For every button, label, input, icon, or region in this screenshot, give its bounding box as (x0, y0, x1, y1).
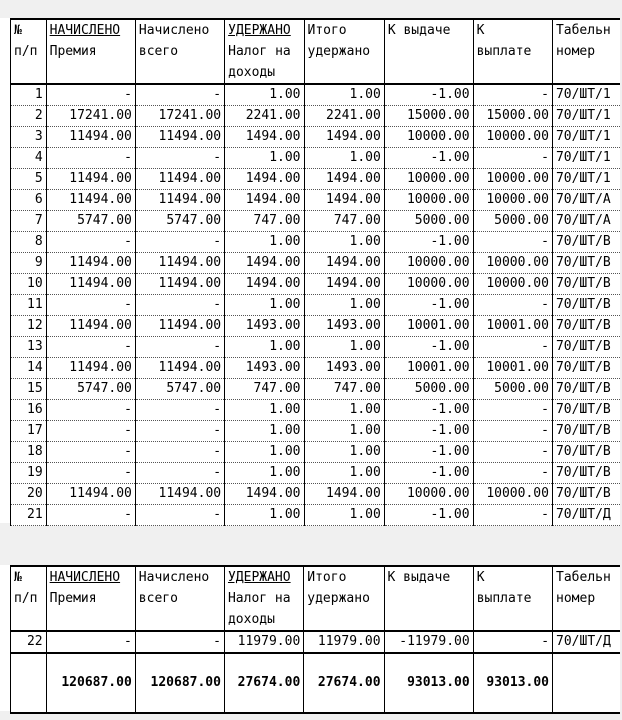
cell-tabel: 70/ШТ/В (552, 463, 622, 484)
cell-itogo: 1494.00 (304, 484, 384, 505)
column-header-nalog (224, 566, 303, 631)
cell-kvyplate: - (473, 421, 552, 442)
cell-premia: 11494.00 (46, 358, 135, 379)
cell-itogo: 747.00 (304, 211, 384, 232)
cell-tabel: 70/ШТ/В (552, 295, 622, 316)
cell-kvyplate: - (473, 463, 552, 484)
cell-n: 10 (11, 274, 47, 295)
header-line: Премия (49, 591, 97, 606)
cell-kvydache: -11979.00 (384, 631, 473, 653)
cell-n: 8 (11, 232, 47, 253)
header-line: Табельн (555, 23, 611, 38)
cell-nalog: 1.00 (225, 337, 304, 358)
header-line: Начислено (138, 570, 210, 585)
header-line: Налог на (227, 591, 291, 606)
header-row (11, 19, 622, 84)
cell-tabel: 70/ШТ/В (552, 379, 622, 400)
total-itogo: 27674.00 (304, 653, 384, 713)
column-header-premia (46, 19, 135, 84)
header-line: номер (555, 44, 596, 59)
cell-premia: - (46, 400, 135, 421)
cell-vsego: - (135, 232, 224, 253)
header-line: НАЧИСЛЕНО (49, 570, 121, 585)
header-line: выплате (476, 591, 532, 606)
header-row (11, 566, 622, 631)
cell-premia: - (46, 148, 135, 169)
cell-kvydache: 10001.00 (384, 316, 473, 337)
cell-itogo: 1.00 (304, 84, 384, 106)
cell-nalog: 1.00 (225, 295, 304, 316)
cell-vsego: 11494.00 (135, 253, 224, 274)
total-kvyplate: 93013.00 (473, 653, 552, 713)
cell-nalog: 747.00 (225, 211, 304, 232)
total-premia: 120687.00 (46, 653, 135, 713)
cell-vsego: 11494.00 (135, 169, 224, 190)
cell-kvydache: -1.00 (384, 421, 473, 442)
table-row (11, 400, 622, 421)
cell-nalog: 1.00 (225, 505, 304, 526)
header-line: УДЕРЖАНО (228, 23, 291, 38)
cell-vsego: 11494.00 (135, 316, 224, 337)
cell-kvydache: 5000.00 (384, 211, 473, 232)
column-header-kvyplate (473, 19, 552, 84)
cell-n: 4 (11, 148, 47, 169)
table-row (11, 232, 622, 253)
cell-itogo: 1494.00 (304, 274, 384, 295)
cell-itogo: 2241.00 (304, 106, 384, 127)
cell-n: 6 (11, 190, 47, 211)
cell-n: 9 (11, 253, 47, 274)
cell-tabel: 70/ШТ/1 (552, 84, 622, 106)
cell-kvydache: -1.00 (384, 232, 473, 253)
cell-n: 16 (11, 400, 47, 421)
cell-nalog: 1.00 (225, 400, 304, 421)
cell-kvyplate: 10001.00 (473, 358, 552, 379)
header-line: НАЧИСЛЕНО (49, 23, 121, 38)
header-line: Табельн (556, 570, 611, 585)
cell-itogo: 1.00 (304, 505, 384, 526)
table-row (11, 84, 622, 106)
cell-premia: - (46, 463, 135, 484)
cell-itogo: 1494.00 (304, 190, 384, 211)
cell-nalog: 1494.00 (225, 253, 304, 274)
cell-kvyplate: - (473, 295, 552, 316)
cell-nalog: 1494.00 (225, 127, 304, 148)
cell-premia: - (46, 421, 135, 442)
cell-kvydache: -1.00 (384, 442, 473, 463)
cell-nalog: 1493.00 (225, 316, 304, 337)
column-header-tabel (552, 19, 622, 84)
cell-kvydache: -1.00 (384, 400, 473, 421)
cell-vsego: 11494.00 (135, 358, 224, 379)
cell-kvyplate: - (473, 400, 552, 421)
cell-kvyplate: - (473, 505, 552, 526)
cell-tabel: 70/ШТ/В (552, 316, 622, 337)
cell-kvyplate: 10000.00 (473, 484, 552, 505)
column-header-vsego (135, 19, 224, 84)
cell-vsego: - (135, 442, 224, 463)
cell-kvyplate: 10000.00 (473, 169, 552, 190)
column-header-num (11, 566, 47, 631)
total-vsego: 120687.00 (135, 653, 224, 713)
cell-premia: - (46, 505, 135, 526)
cell-kvydache: 10000.00 (384, 127, 473, 148)
header-line: доходы (227, 612, 275, 627)
cell-tabel: 70/ШТ/В (552, 253, 622, 274)
cell-tabel: 70/ШТ/В (552, 400, 622, 421)
header-line: удержано (307, 591, 370, 606)
cell-premia: 11494.00 (46, 190, 135, 211)
cell-vsego: - (135, 148, 224, 169)
cell-kvydache: 10000.00 (384, 190, 473, 211)
cell-premia: 11494.00 (46, 484, 135, 505)
header-line: номер (556, 591, 596, 606)
cell-itogo: 1494.00 (304, 169, 384, 190)
cell-premia: 11494.00 (46, 169, 135, 190)
column-header-itogo (304, 566, 384, 631)
cell-kvyplate: - (473, 232, 552, 253)
cell-kvyplate: - (473, 442, 552, 463)
cell-vsego: 11494.00 (135, 190, 224, 211)
header-line: № (14, 23, 22, 38)
cell-vsego: - (135, 631, 224, 653)
table-row (11, 148, 622, 169)
header-line: Итого (307, 23, 347, 38)
header-line: № (14, 570, 22, 585)
cell-tabel: 70/ШТ/1 (552, 127, 622, 148)
column-header-nalog (225, 19, 304, 84)
table-row (11, 442, 622, 463)
cell-itogo: 1.00 (304, 400, 384, 421)
header-line: выплате (476, 44, 532, 59)
cell-itogo: 1.00 (304, 295, 384, 316)
cell-vsego: - (135, 400, 224, 421)
cell-nalog: 1493.00 (225, 358, 304, 379)
cell-premia: 11494.00 (46, 253, 135, 274)
cell-nalog: 11979.00 (224, 631, 303, 653)
cell-itogo: 747.00 (304, 379, 384, 400)
total-tabel (553, 653, 622, 713)
cell-n: 14 (11, 358, 47, 379)
table-row (11, 169, 622, 190)
cell-kvyplate: 5000.00 (473, 211, 552, 232)
cell-premia: - (46, 631, 135, 653)
header-line: всего (138, 44, 179, 59)
cell-premia: - (46, 337, 135, 358)
cell-vsego: 17241.00 (135, 106, 224, 127)
cell-kvyplate: 10000.00 (473, 190, 552, 211)
cell-kvyplate: 10001.00 (473, 316, 552, 337)
cell-itogo: 1.00 (304, 463, 384, 484)
cell-kvyplate: 5000.00 (473, 379, 552, 400)
cell-itogo: 1.00 (304, 442, 384, 463)
cell-n: 20 (11, 484, 47, 505)
cell-tabel: 70/ШТ/А (552, 211, 622, 232)
cell-n: 17 (11, 421, 47, 442)
cell-vsego: - (135, 295, 224, 316)
cell-itogo: 1494.00 (304, 127, 384, 148)
cell-tabel: 70/ШТ/А (552, 190, 622, 211)
table-row (11, 127, 622, 148)
cell-tabel: 70/ШТ/В (552, 274, 622, 295)
cell-kvydache: 10000.00 (384, 484, 473, 505)
table-row (11, 463, 622, 484)
cell-kvydache: -1.00 (384, 337, 473, 358)
cell-itogo: 1.00 (304, 337, 384, 358)
total-nalog: 27674.00 (224, 653, 303, 713)
cell-nalog: 1494.00 (225, 169, 304, 190)
cell-vsego: - (135, 463, 224, 484)
cell-premia: 5747.00 (46, 379, 135, 400)
cell-n: 22 (11, 631, 47, 653)
table-row (11, 316, 622, 337)
column-header-kvydache (384, 19, 473, 84)
header-line: К выдаче (387, 23, 451, 38)
header-line: Итого (307, 570, 347, 585)
cell-nalog: 1494.00 (225, 190, 304, 211)
cell-premia: - (46, 84, 135, 106)
cell-itogo: 1.00 (304, 421, 384, 442)
header-line: п/п (14, 44, 38, 59)
table-row (11, 631, 622, 653)
cell-itogo: 1.00 (304, 148, 384, 169)
header-line: К выдаче (387, 570, 451, 585)
column-header-tabel (553, 566, 622, 631)
payroll-table-page-1 (10, 18, 622, 526)
cell-vsego: 5747.00 (135, 379, 224, 400)
cell-premia: - (46, 295, 135, 316)
cell-n: 13 (11, 337, 47, 358)
header-line: Налог на (228, 44, 291, 59)
cell-kvyplate: 10000.00 (473, 274, 552, 295)
cell-premia: 11494.00 (46, 127, 135, 148)
cell-vsego: - (135, 505, 224, 526)
cell-tabel: 70/ШТ/В (552, 421, 622, 442)
table-row (11, 211, 622, 232)
header-line: всего (138, 591, 178, 606)
cell-kvyplate: 10000.00 (473, 127, 552, 148)
header-line: Начислено (138, 23, 210, 38)
cell-kvyplate: - (473, 84, 552, 106)
cell-vsego: 11494.00 (135, 127, 224, 148)
column-header-num (11, 19, 47, 84)
total-row (11, 653, 622, 713)
cell-kvydache: 5000.00 (384, 379, 473, 400)
table-row (11, 505, 622, 526)
cell-tabel: 70/ШТ/В (552, 442, 622, 463)
cell-kvydache: 10001.00 (384, 358, 473, 379)
cell-vsego: 11494.00 (135, 274, 224, 295)
cell-vsego: - (135, 337, 224, 358)
cell-nalog: 1494.00 (225, 274, 304, 295)
cell-vsego: 5747.00 (135, 211, 224, 232)
cell-nalog: 2241.00 (225, 106, 304, 127)
cell-n: 2 (11, 106, 47, 127)
header-line: УДЕРЖАНО (227, 570, 291, 585)
table-row (11, 253, 622, 274)
cell-n: 21 (11, 505, 47, 526)
cell-premia: - (46, 442, 135, 463)
cell-kvyplate: 15000.00 (473, 106, 552, 127)
page-gap (0, 523, 622, 565)
cell-n: 7 (11, 211, 47, 232)
header-line: доходы (228, 65, 276, 80)
cell-kvydache: 10000.00 (384, 169, 473, 190)
cell-kvydache: -1.00 (384, 463, 473, 484)
cell-tabel: 70/ШТ/Д (553, 631, 622, 653)
cell-nalog: 1494.00 (225, 484, 304, 505)
table-row (11, 484, 622, 505)
header-line: Премия (49, 44, 97, 59)
cell-n: 18 (11, 442, 47, 463)
cell-vsego: - (135, 84, 224, 106)
cell-nalog: 1.00 (225, 421, 304, 442)
cell-tabel: 70/ШТ/1 (552, 148, 622, 169)
cell-itogo: 1493.00 (304, 316, 384, 337)
cell-kvydache: 15000.00 (384, 106, 473, 127)
column-header-kvyplate (473, 566, 552, 631)
column-header-premia (46, 566, 135, 631)
cell-n: 3 (11, 127, 47, 148)
cell-kvyplate: - (473, 631, 552, 653)
column-header-vsego (135, 566, 224, 631)
table-row (11, 358, 622, 379)
cell-premia: 17241.00 (46, 106, 135, 127)
cell-tabel: 70/ШТ/В (552, 232, 622, 253)
cell-n: 11 (11, 295, 47, 316)
cell-kvydache: -1.00 (384, 505, 473, 526)
cell-nalog: 1.00 (225, 232, 304, 253)
cell-nalog: 1.00 (225, 84, 304, 106)
cell-kvydache: -1.00 (384, 84, 473, 106)
cell-premia: 11494.00 (46, 316, 135, 337)
cell-nalog: 747.00 (225, 379, 304, 400)
cell-itogo: 1.00 (304, 232, 384, 253)
total-kvydache: 93013.00 (384, 653, 473, 713)
table-row (11, 106, 622, 127)
cell-tabel: 70/ШТ/Д (552, 505, 622, 526)
cell-tabel: 70/ШТ/1 (552, 106, 622, 127)
table-row (11, 379, 622, 400)
cell-premia: 11494.00 (46, 274, 135, 295)
cell-n: 12 (11, 316, 47, 337)
table-row (11, 274, 622, 295)
cell-n: 5 (11, 169, 47, 190)
cell-kvydache: -1.00 (384, 295, 473, 316)
table-row (11, 421, 622, 442)
table-row (11, 190, 622, 211)
cell-tabel: 70/ШТ/1 (552, 169, 622, 190)
cell-nalog: 1.00 (225, 148, 304, 169)
header-line: удержано (307, 44, 371, 59)
cell-nalog: 1.00 (225, 442, 304, 463)
cell-kvyplate: - (473, 148, 552, 169)
cell-n: 1 (11, 84, 47, 106)
total-n (11, 653, 47, 713)
cell-kvydache: 10000.00 (384, 274, 473, 295)
table-row (11, 295, 622, 316)
cell-kvydache: 10000.00 (384, 253, 473, 274)
column-header-itogo (304, 19, 384, 84)
cell-premia: 5747.00 (46, 211, 135, 232)
cell-itogo: 11979.00 (304, 631, 384, 653)
cell-itogo: 1494.00 (304, 253, 384, 274)
cell-tabel: 70/ШТ/В (552, 337, 622, 358)
payroll-table-page-2 (10, 565, 622, 714)
column-header-kvydache (384, 566, 473, 631)
cell-kvydache: -1.00 (384, 148, 473, 169)
cell-tabel: 70/ШТ/В (552, 484, 622, 505)
header-line: п/п (14, 591, 38, 606)
cell-n: 19 (11, 463, 47, 484)
table-row (11, 337, 622, 358)
cell-vsego: - (135, 421, 224, 442)
top-background (0, 0, 622, 18)
cell-itogo: 1493.00 (304, 358, 384, 379)
cell-nalog: 1.00 (225, 463, 304, 484)
header-line: К (476, 570, 485, 585)
cell-kvyplate: 10000.00 (473, 253, 552, 274)
cell-n: 15 (11, 379, 47, 400)
header-line: К (476, 23, 485, 38)
cell-tabel: 70/ШТ/В (552, 358, 622, 379)
cell-kvyplate: - (473, 337, 552, 358)
cell-vsego: 11494.00 (135, 484, 224, 505)
cell-premia: - (46, 232, 135, 253)
